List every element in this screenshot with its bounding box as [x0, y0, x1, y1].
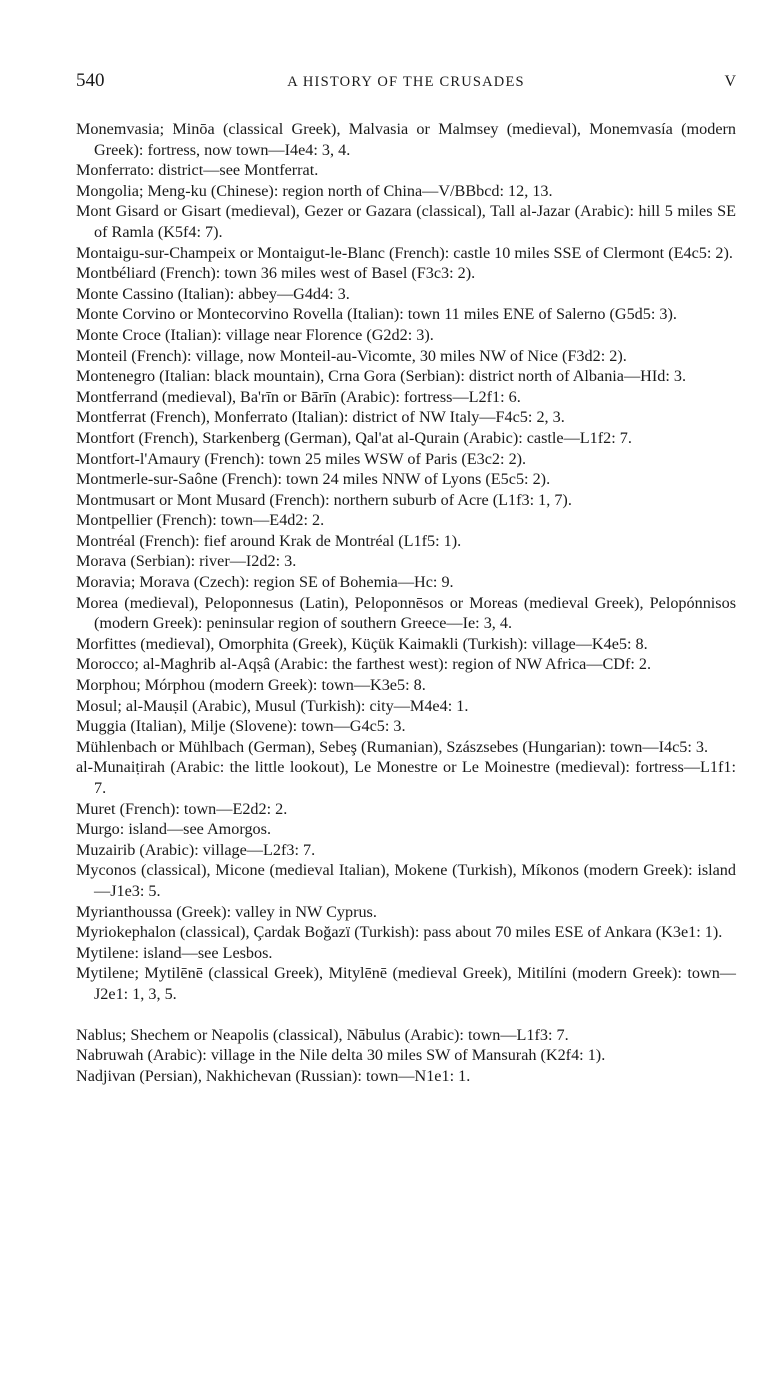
- page-header: [76, 70, 736, 98]
- gazetteer-entry: Monferrato: district—see Montferrat.: [76, 161, 319, 180]
- gazetteer-entry: Monemvasia; Minōa (classical Greek), Malvasia or Malmsey (medieval), Monemvasía (modern Greek): fortress, now town—I4e4: 3, 4.: [76, 120, 736, 159]
- gazetteer-entry: Montferrat (French), Monferrato (Italian): district of NW Italy—F4c5: 2, 3.: [76, 408, 565, 427]
- gazetteer-entry: Monte Croce (Italian): village near Florence (G2d2: 3).: [76, 325, 434, 344]
- gazetteer-entry: Montaigu-sur-Champeix or Montaigut-le-Blanc (French): castle 10 miles SSE of Clermont (E4c5: 2).: [76, 243, 733, 262]
- gazetteer-entry: al-Munaiṭirah (Arabic: the little lookout), Le Monestre or Le Moinestre (medieval): fortress—L1f1: 7.: [76, 758, 736, 797]
- gazetteer-entry: Mytilene: island—see Lesbos.: [76, 943, 273, 962]
- gazetteer-entry: Montmerle-sur-Saône (French): town 24 miles NNW of Lyons (E5c5: 2).: [76, 470, 551, 489]
- gazetteer-entry: Morocco; al-Maghrib al-Aqṣâ (Arabic: the farthest west): region of NW Africa—CDf: 2.: [76, 655, 652, 674]
- gazetteer-entry: Muret (French): town—E2d2: 2.: [76, 799, 288, 818]
- gazetteer-entry: Morava (Serbian): river—I2d2: 3.: [76, 552, 297, 571]
- page-number: 540: [76, 70, 105, 91]
- gazetteer-entry: Mosul; al-Mauṣil (Arabic), Musul (Turkish): city—M4e4: 1.: [76, 696, 469, 715]
- section-gap: [76, 1005, 736, 1025]
- gazetteer-entry: Morfittes (medieval), Omorphita (Greek), Küçük Kaimakli (Turkish): village—K4e5: 8.: [76, 634, 648, 653]
- gazetteer-entry: Myrianthoussa (Greek): valley in NW Cyprus.: [76, 902, 377, 921]
- entries-letter-n: [76, 1025, 736, 1087]
- gazetteer-entry: Mühlenbach or Mühlbach (German), Sebeş (Rumanian), Szászsebes (Hungarian): town—I4c5: 3.: [76, 737, 709, 756]
- gazetteer-entry: Mont Gisard or Gisart (medieval), Gezer or Gazara (classical), Tall al-Jazar (Arabic): hill 5 miles SE of Ramla (K5f4: 7).: [76, 202, 736, 241]
- gazetteer-entry: Montenegro (Italian: black mountain), Crna Gora (Serbian): district north of Albania—HId: 3.: [76, 367, 687, 386]
- gazetteer-entry: Myconos (classical), Micone (medieval Italian), Mokene (Turkish), Míkonos (modern Greek): island—J1e3: 5.: [76, 861, 736, 900]
- gazetteer-entry: Montferrand (medieval), Ba'rīn or Bārīn (Arabic): fortress—L2f1: 6.: [76, 387, 521, 406]
- entries-letter-m: [76, 119, 736, 1005]
- volume-label: V: [724, 73, 736, 90]
- gazetteer-entry: Murgo: island—see Amorgos.: [76, 820, 271, 839]
- gazetteer-entry: Myriokephalon (classical), Çardak Boğazï (Turkish): pass about 70 miles ESE of Ankara (K3e1: 1).: [76, 923, 723, 942]
- running-title: A HISTORY OF THE CRUSADES: [287, 74, 525, 90]
- gazetteer-entry: Nadjivan (Persian), Nakhichevan (Russian): town—N1e1: 1.: [76, 1066, 471, 1085]
- gazetteer-entry: Nabruwah (Arabic): village in the Nile delta 30 miles SW of Mansurah (K2f4: 1).: [76, 1046, 606, 1065]
- gazetteer-entry: Muggia (Italian), Milje (Slovene): town—G4c5: 3.: [76, 717, 406, 736]
- gazetteer-entry: Montmusart or Mont Musard (French): northern suburb of Acre (L1f3: 1, 7).: [76, 490, 572, 509]
- gazetteer-entry: Monteil (French): village, now Monteil-au-Vicomte, 30 miles NW of Nice (F3d2: 2).: [76, 346, 627, 365]
- gazetteer-entry: Morphou; Mórphou (modern Greek): town—K3e5: 8.: [76, 676, 426, 695]
- gazetteer-entries: [76, 119, 736, 1086]
- gazetteer-entry: Montbéliard (French): town 36 miles west of Basel (F3c3: 2).: [76, 264, 476, 283]
- gazetteer-entry: Montréal (French): fief around Krak de Montréal (L1f5: 1).: [76, 531, 462, 550]
- gazetteer-entry: Muzairib (Arabic): village—L2f3: 7.: [76, 840, 316, 859]
- gazetteer-entry: Monte Corvino or Montecorvino Rovella (Italian): town 11 miles ENE of Salerno (G5d5: 3).: [76, 305, 677, 324]
- gazetteer-entry: Nablus; Shechem or Neapolis (classical), Nābulus (Arabic): town—L1f3: 7.: [76, 1025, 569, 1044]
- gazetteer-entry: Mongolia; Meng-ku (Chinese): region north of China—V/BBbcd: 12, 13.: [76, 181, 553, 200]
- gazetteer-entry: Monte Cassino (Italian): abbey—G4d4: 3.: [76, 284, 350, 303]
- gazetteer-entry: Morea (medieval), Peloponnesus (Latin), Peloponnēsos or Moreas (medieval Greek), Pelopónnisos (modern Greek): peninsular region of southern Greece—Ie: 3, 4.: [76, 593, 736, 633]
- gazetteer-entry: Montfort-l'Amaury (French): town 25 miles WSW of Paris (E3c2: 2).: [76, 449, 527, 468]
- gazetteer-entry: Mytilene; Mytilēnē (classical Greek), Mitylēnē (medieval Greek), Mitilíni (modern Greek): town—J2e1: 1, 3, 5.: [76, 964, 736, 1003]
- gazetteer-entry: Montfort (French), Starkenberg (German), Qal'at al-Qurain (Arabic): castle—L1f2: 7.: [76, 428, 632, 447]
- gazetteer-entry: Montpellier (French): town—E4d2: 2.: [76, 511, 325, 530]
- gazetteer-entry: Moravia; Morava (Czech): region SE of Bohemia—Hc: 9.: [76, 573, 454, 592]
